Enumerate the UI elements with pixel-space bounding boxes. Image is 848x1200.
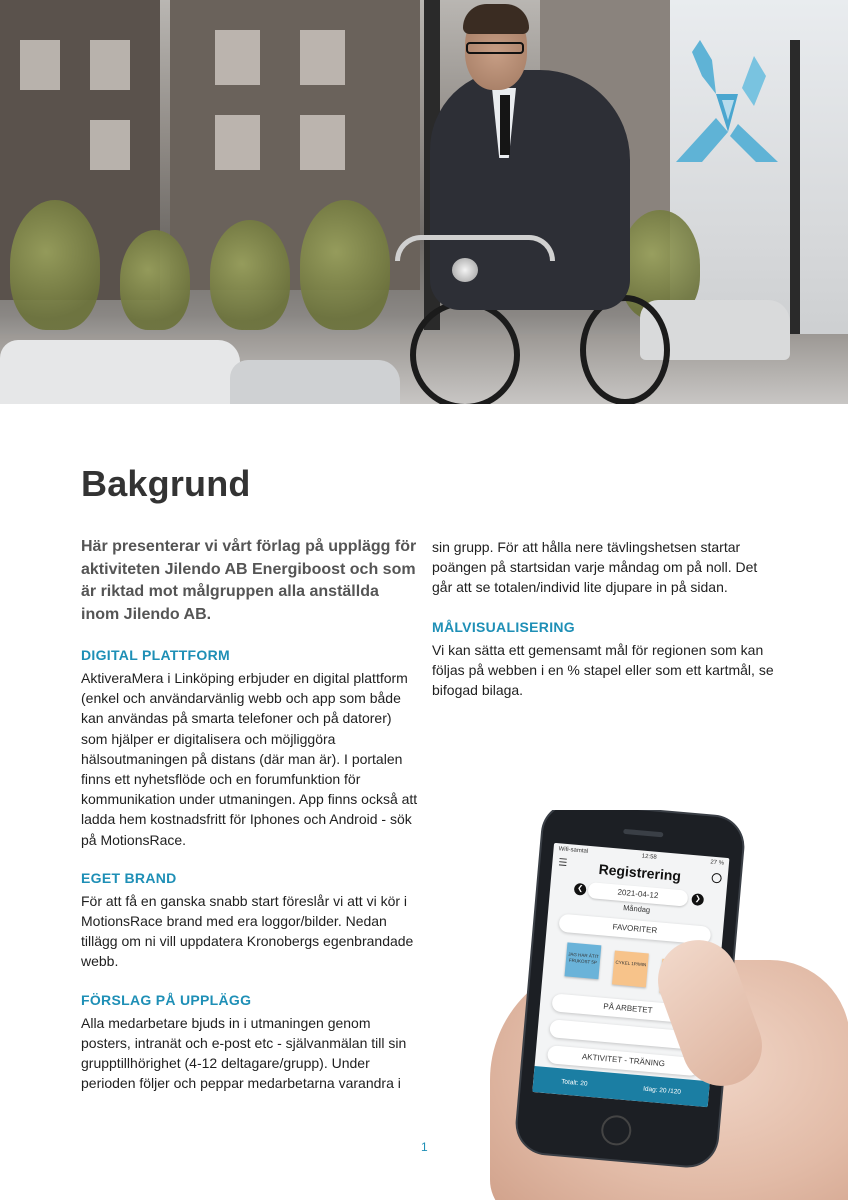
page-title: Bakgrund (81, 463, 251, 504)
prev-day-button[interactable]: ❮ (574, 883, 587, 896)
car (0, 340, 240, 404)
bike-wheel (410, 300, 520, 404)
status-carrier: Wifi-samtal (558, 846, 589, 855)
cyclist-hair (463, 4, 529, 34)
status-time: 12:58 (641, 853, 657, 861)
hero-photo (0, 0, 848, 404)
date-field[interactable]: 2021-04-12 (587, 882, 688, 907)
logo-shape (730, 124, 778, 162)
tree (10, 200, 100, 330)
section-heading: FÖRSLAG PÅ UPPLÄGG (81, 991, 252, 1008)
work-button[interactable]: PÅ ARBETET (551, 993, 704, 1024)
right-column (432, 537, 777, 720)
section-text: AktiveraMera i Linköping erbjuder en digital plattform (enkel och användarvänlig webb och app som både kan användas på smarta telefoner och på datorer) som hjälper er digitalisera och möjliggöra hälsoutmaningen på distans (där man är). I portalen finns ett nyhetsflöde och en forumfunktion för kommunikation under utmaningen. App finns också att ladda hem kostnadsfritt för Iphones och Android - sök på MotionsRace. (81, 670, 418, 848)
page-number: 1 (421, 1140, 428, 1154)
today-points: Idag: 20 /120 (642, 1085, 682, 1096)
lead-paragraph: Här presenterar vi vårt förlag på upplägg för aktiviteten Jilendo AB Energiboost och som är riktad mot målgruppen alla anställda inom Jilendo AB. (81, 538, 417, 623)
logo-shape (742, 56, 766, 106)
logo-shape (676, 118, 728, 162)
bike-wheel (580, 295, 670, 404)
logo-shape (692, 40, 716, 94)
status-battery: 27 % (710, 859, 725, 867)
section-heading: DIGITAL PLATTFORM (81, 647, 230, 663)
section-text: Alla medarbetare bjuds in i utmaningen genom posters, intranät och e-post etc - självanmälan till sin grupptillhörighet (4-12 deltagare/grupp). Under perioden följer och peppar medarbetarna varandra i (81, 1014, 407, 1092)
lamp-post (790, 40, 800, 350)
bike-handlebar (395, 235, 555, 261)
bike-lamp (452, 258, 478, 282)
window (300, 30, 345, 85)
home-button[interactable] (600, 1114, 633, 1147)
activity-tile[interactable]: JAG HAR ÄTIT FRUKOST 5P (565, 942, 602, 979)
tree (120, 230, 190, 330)
car (230, 360, 400, 404)
window (90, 120, 130, 170)
phone-in-hand-photo (490, 810, 848, 1200)
section-text: För att få en ganska snabb start föreslår vi att vi kör i MotionsRace brand med era loggor/bilder. Nedan tillägg om ni vill uppdatera Kronobergs egenbrandade webb. (81, 892, 414, 970)
tree (300, 200, 390, 330)
section-heading: EGET BRAND (81, 869, 177, 886)
continued-text: sin grupp. För att hålla nere tävlingshetsen startar poängen på startsidan varje måndag om på noll. Det går att se totalen/individ lite djupare in på sidan. (432, 539, 758, 596)
section-heading: MÅLVISUALISERING (432, 618, 575, 635)
window (300, 115, 345, 170)
phone-speaker (623, 829, 663, 837)
app-title: Registrering (598, 860, 682, 884)
tree (210, 220, 290, 330)
favorites-button[interactable]: FAVORITER (558, 914, 711, 945)
total-points: Totalt: 20 (560, 1077, 588, 1088)
activity-training-button[interactable]: AKTIVITET - TRÄNING (547, 1045, 700, 1076)
tie (500, 95, 510, 155)
left-column (81, 536, 421, 1112)
window (90, 40, 130, 90)
window (215, 115, 260, 170)
weekday-label: Måndag (622, 903, 651, 915)
next-day-button[interactable]: ❯ (691, 893, 704, 906)
glasses (466, 42, 524, 54)
window (215, 30, 260, 85)
section-text: Vi kan sätta ett gemensamt mål för regionen som kan följas på webben i en % stapel eller som ett kartmål, se bifogad bilaga. (432, 641, 774, 699)
menu-icon[interactable]: ☰ (557, 857, 568, 870)
window (20, 40, 60, 90)
logo-mark-icon (672, 36, 782, 166)
activity-tile[interactable]: CYKEL 1P/MIN (612, 951, 649, 988)
